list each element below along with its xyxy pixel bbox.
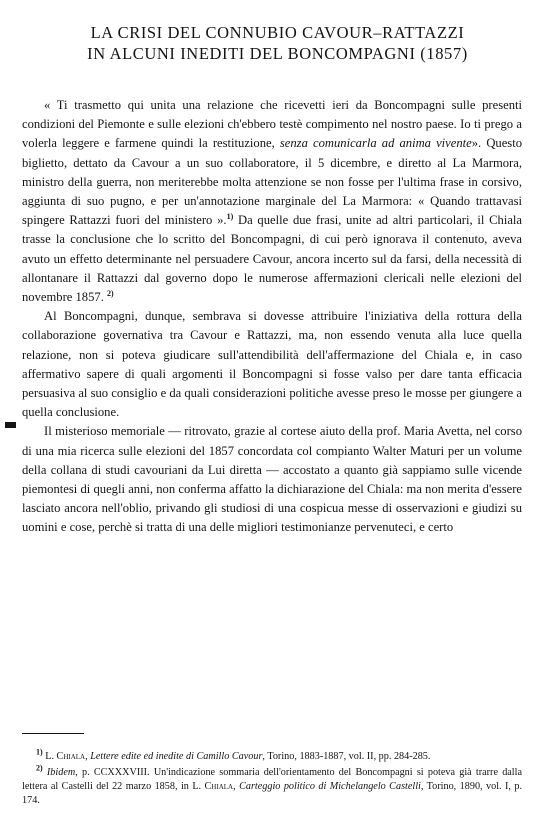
footnote-1	[22, 747, 522, 764]
footnote-divider	[22, 733, 84, 734]
footnote-1-title: Lettere edite ed inedite di Camillo Cavour	[90, 751, 263, 762]
footnote-2-ibidem: Ibidem	[46, 767, 76, 778]
footnote-2	[22, 763, 523, 808]
footnote-1-number: 1)	[36, 747, 43, 757]
paragraph-3: Il misterioso memoriale — ritrovato, grazie al cortese aiuto della prof. Maria Avetta, nel corso di una mia ricerca sulle elezioni del 1857 concordata col compianto Walter Maturi per un volume della collana di studi cavouriani da Lui diretta — accostato a quanto già sappiamo sulle vicende piemontesi di quegli anni, non conferma affatto la dichiarazione del Chiala: ma non merita d'essere lasciato ancora nell'oblio, privando gli studiosi di una cospicua messe di osservazioni e giudizi su uomini e cose, perchè si tratta di una delle migliori testimonianze pervenuteci, e certo	[22, 424, 522, 535]
footnote-2-text: , p. CCXXXVIII. Un'indicazione sommaria dell'orientamento del Boncompagni si poteva già trarre dalla lettera al Castelli del 22 marzo 1858, in	[22, 767, 522, 792]
paragraph-2: Al Boncompagni, dunque, sembrava si dovesse attribuire l'iniziativa della rottura della collaborazione governativa tra Cavour e Rattazzi, ma, non essendo venuta alla luce quella relazione, non si poteva giudicare sull'attendibilità dell'affermazione del Chiala e, in caso affermativo sapere di quali argomenti il Boncompagni si fosse valso per dare tanta efficacia persuasiva al suo consiglio e da quali considerazioni politiche avesse preso le mosse per giungere a quella conclusione.	[22, 309, 522, 420]
footnote-1-details: , Torino, 1883-1887, vol. II, pp. 284-285.	[262, 751, 431, 762]
paragraph-1-text-b: ». Questo biglietto, dettato da Cavour a un suo collaboratore, il 5 dicembre, e diretto al La Marmora, ministro della guerra, non meriterebbe molta attenzione se non fosse per l'ultima frase in corsivo, aggiunta di suo pugno, e per un'annotazione marginale del La Marmora: « Quando trattavasi spingere Rattazzi fuori del ministero ».	[22, 136, 522, 228]
paragraph-1	[22, 96, 522, 307]
footnote-2-title: Carteggio politico di Michelangelo Castelli	[239, 781, 421, 792]
paragraph-1-italic-phrase: senza comunicarla ad anima vivente	[279, 136, 472, 151]
paragraph-1-text-a: « Ti trasmetto qui unita una relazione che ricevetti ieri da Boncompagni sulle presenti condizioni del Piemonte e sulle elezioni ch'ebbero testè compimento nel nostro paese. Io ti prego a volerla leggere e farmene quindi la restituzione,	[22, 98, 522, 151]
article-body	[22, 96, 522, 538]
footnote-2-number: 2)	[36, 763, 43, 773]
paragraph-1-text-c: Da quelle due frasi, unite ad altri particolari, il Chiala trasse la conclusione che lo scritto del Boncompagni, di cui però ignorava il contenuto, aveva avuto un effetto determinante nel persuadere Cavour, ancora incerto sul da farsi, della necessità di allontanare il Rattazzi dal governo dopo le numerose affermazioni clericali nelle elezioni del novembre 1857.	[22, 213, 523, 305]
title-line-2: IN ALCUNI INEDITI DEL BONCOMPAGNI (1857)	[87, 44, 468, 63]
footnote-1-author: L. Chiala	[45, 751, 86, 762]
footnote-2-details: , Torino, 1890, vol. I, p. 174.	[22, 781, 523, 806]
footnote-2-sep: ,	[233, 781, 240, 792]
article-title	[40, 22, 515, 64]
footnote-1-sep: ,	[85, 751, 91, 762]
title-line-1: LA CRISI DEL CONNUBIO CAVOUR–RATTAZZI	[90, 23, 465, 42]
footnote-ref-2: 2)	[107, 288, 114, 298]
margin-marker	[5, 422, 16, 428]
footnotes	[22, 747, 523, 810]
footnote-2-author: L. Chiala	[192, 781, 234, 792]
footnote-ref-1: 1)	[226, 212, 234, 222]
